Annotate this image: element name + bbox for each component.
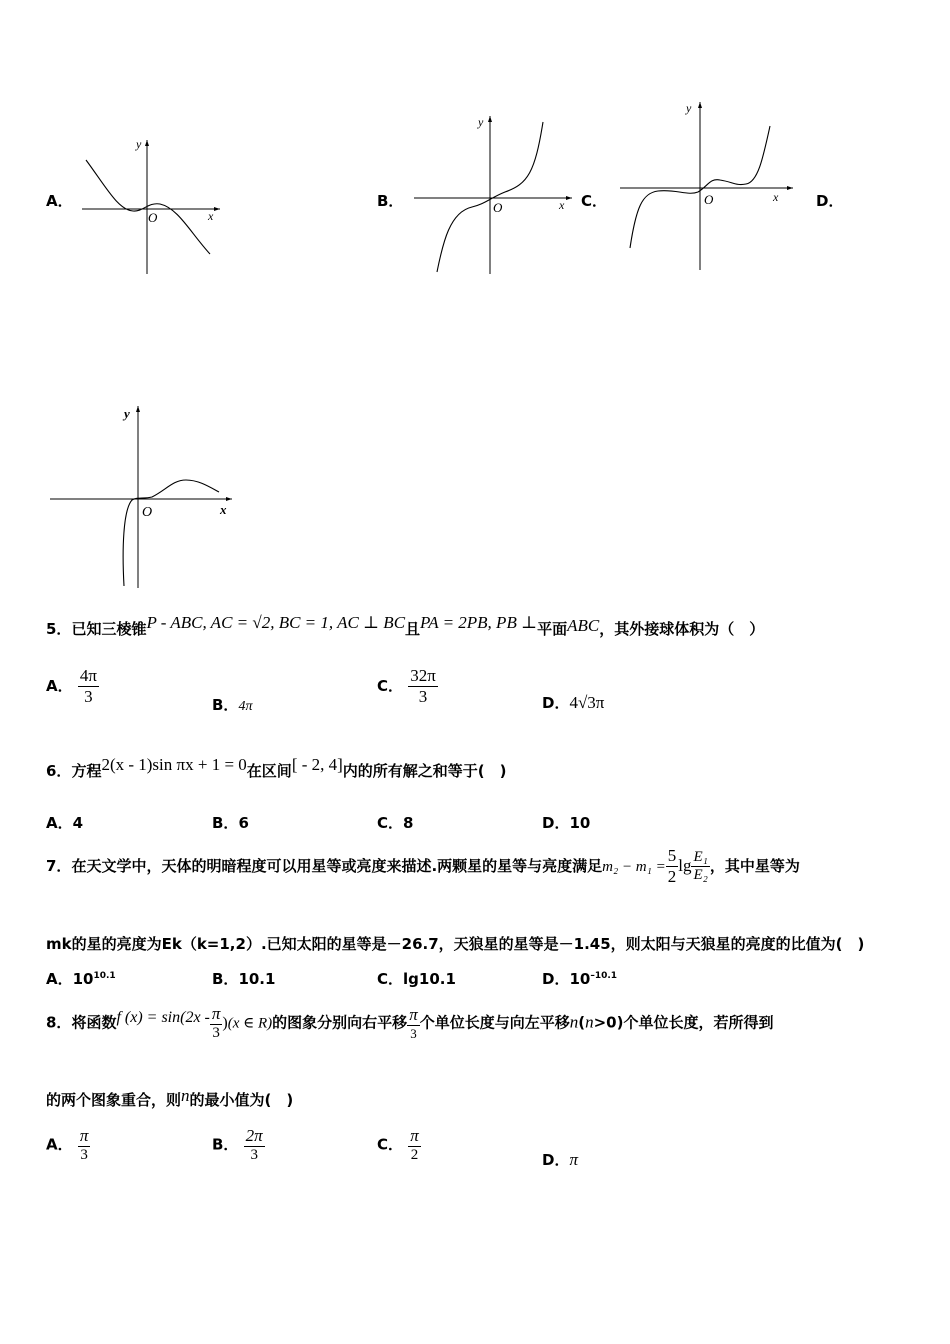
q5-option-c: C． $\frac{32\pi}{3}$ [377, 666, 436, 706]
q7-line-2: mk的星的亮度为Ek（k=1,2）.已知太阳的星等是－26.7，天狼星的星等是－1.45，则太阳与天狼星的亮度的比值为( ) [46, 935, 865, 953]
q7-option-c: C．lg10.1 [377, 970, 456, 988]
question-8: 8．将函数f (x) = sin(2x - $\frac{\pi}{3}$ )(x ∈ R)的图象分别向右平移 $\frac{\pi}{3}$ 个单位长度与向左平移n(n>0)个单位长度，若所得到 [46, 1004, 774, 1041]
q8-option-a: A． $\frac{\pi}{3}$ [46, 1126, 89, 1163]
graph-d [48, 400, 238, 592]
q5-text-1: 已知三棱锥 [71, 620, 147, 638]
q8-line-2: 的两个图象重合，则n的最小值为( ) [46, 1086, 294, 1109]
q5-text-4: ，其外接球体积为（ ） [599, 620, 765, 638]
question-6: 6．方程2(x - 1)sin πx + 1 = 0在区间[ - 2, 4]内的所有解之和等于( ) [46, 755, 507, 780]
graph-c [618, 98, 798, 273]
q5-math-1: P - ABC, AC = √2, BC = 1, AC ⊥ BC [146, 613, 406, 632]
q5-math-2: PA = 2PB, PB ⊥ [420, 613, 538, 632]
graph-b-y-label: y [478, 115, 484, 129]
option-c-label: C． [581, 192, 608, 210]
q5-option-a: A． $\frac{4\pi}{3}$ [46, 666, 97, 706]
graph-a-x-label: x [208, 209, 214, 223]
graph-b-x-label: x [559, 198, 565, 212]
graph-c-y-label: y [686, 101, 692, 115]
q7-option-a: A．$10^{10.1}$ [46, 970, 116, 988]
graph-a-y-label: y [136, 137, 142, 151]
q6-option-b: B．6 [212, 814, 249, 832]
q8-function: f (x) = sin(2x - [116, 1008, 210, 1026]
question-5 [46, 613, 765, 639]
graph-d-y-label: y [124, 406, 130, 421]
q6-option-d: D．10 [542, 814, 591, 832]
q5-option-d: D．4√3π [542, 693, 605, 712]
graph-d-origin: O [142, 505, 153, 520]
question-7: 7．在天文学中，天体的明暗程度可以用星等或亮度来描述.两颗星的星等与亮度满足m₂ − m₁ = $\frac{5}{2}$ lg $\frac{\text{E₁}}{\text{E₂}}$ ，其中星等为 [46, 846, 800, 886]
graph-a-origin: O [148, 210, 158, 225]
graph-a [78, 132, 223, 277]
graph-b-origin: O [493, 200, 503, 215]
q8-option-d: D．π [542, 1150, 578, 1169]
option-b-label: B． [377, 192, 404, 210]
q6-option-a: A．4 [46, 814, 84, 832]
q5-math-3: ABC [567, 616, 600, 635]
q5-option-b: B．4π [212, 696, 253, 714]
option-a-label: A． [46, 192, 73, 210]
q8-option-c: C． $\frac{\pi}{2}$ [377, 1126, 419, 1163]
q6-equation: 2(x - 1)sin πx + 1 = 0 [101, 755, 247, 774]
graph-c-x-label: x [773, 190, 779, 204]
q7-option-d: D．$10^{-10.1}$ [542, 970, 618, 988]
q5-text-2: 且 [405, 620, 421, 638]
q6-option-c: C．8 [377, 814, 414, 832]
q7-formula-lhs: m₂ − m₁ = [602, 859, 666, 875]
q7-option-b: B．10.1 [212, 970, 276, 988]
q6-interval: [ - 2, 4] [291, 755, 343, 774]
graph-d-x-label: x [220, 502, 227, 517]
q5-text-3: 平面 [537, 620, 568, 638]
q8-option-b: B． $\frac{2\pi}{3}$ [212, 1126, 263, 1163]
graph-b [410, 112, 575, 277]
q5-number: 5． [46, 620, 72, 638]
option-d-label: D． [816, 192, 844, 210]
graph-c-origin: O [704, 192, 714, 207]
